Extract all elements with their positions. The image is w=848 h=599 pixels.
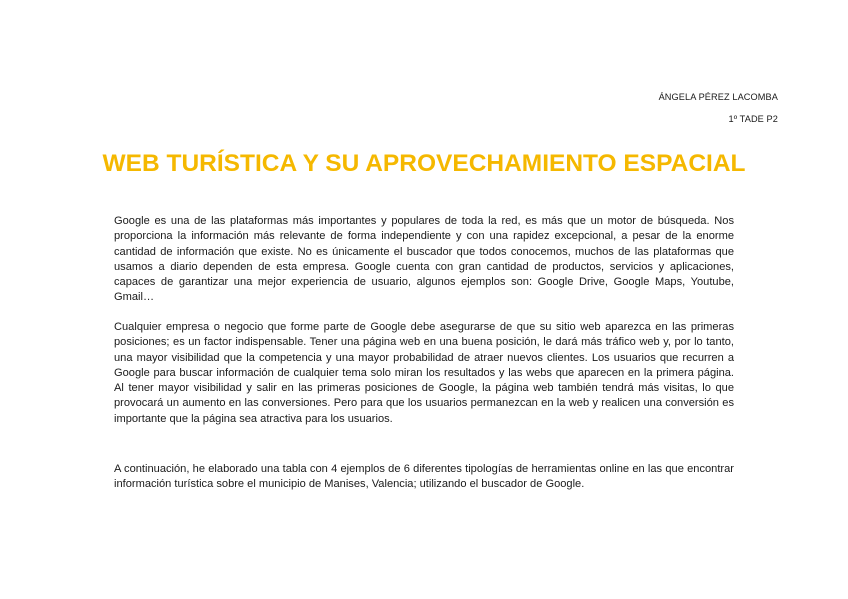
author-name: ÁNGELA PÉREZ LACOMBA [658, 92, 778, 102]
course-label: 1º TADE P2 [728, 114, 778, 124]
paragraph-table-intro: A continuación, he elaborado una tabla con 4 ejemplos de 6 diferentes tipologías de herramientas online en las que encontrar información turística sobre el municipio de Manises, Valencia; utilizando el buscador de Google. [114, 463, 734, 491]
paragraph-google-intro: Google es una de las plataformas más importantes y populares de toda la red, es más que un motor de búsqueda. Nos proporciona la información más relevante de forma independiente y con una rapidez excepcional, a pesar de la enorme cantidad de información que existe. No es únicamente el buscador que todos conocemos, muchos de las plataformas que usamos a diario dependen de esta empresa. Google cuenta con gran cantidad de productos, servicios y aplicaciones, capaces de garantizar una mejor experiencia de usuario, algunos ejemplos son: Google Drive, Google Maps, Youtube, Gmail… [114, 215, 734, 304]
paragraph-positioning: Cualquier empresa o negocio que forme parte de Google debe asegurarse de que su sitio web aparezca en las primeras posiciones; es un factor indispensable. Tener una página web en una buena posición, le dará más tráfico web y, por lo tanto, una mayor visibilidad que la competencia y una mayor probabilidad de atraer nuevos clientes. Los usuarios que recurren a Google para buscar información de cualquier tema solo miran los resultados y las webs que aparecen en la primera página. Al tener mayor visibilidad y salir en las primeras posiciones de Google, la página web también tendrá más visitas, lo que provocará un aumento en las conversiones. Pero para que los usuarios permanezcan en la web y realicen una conversión es importante que la página sea atractiva para los usuarios. [114, 321, 734, 425]
document-title: WEB TURÍSTICA Y SU APROVECHAMIENTO ESPACIAL [102, 150, 746, 177]
document-header [659, 86, 778, 130]
